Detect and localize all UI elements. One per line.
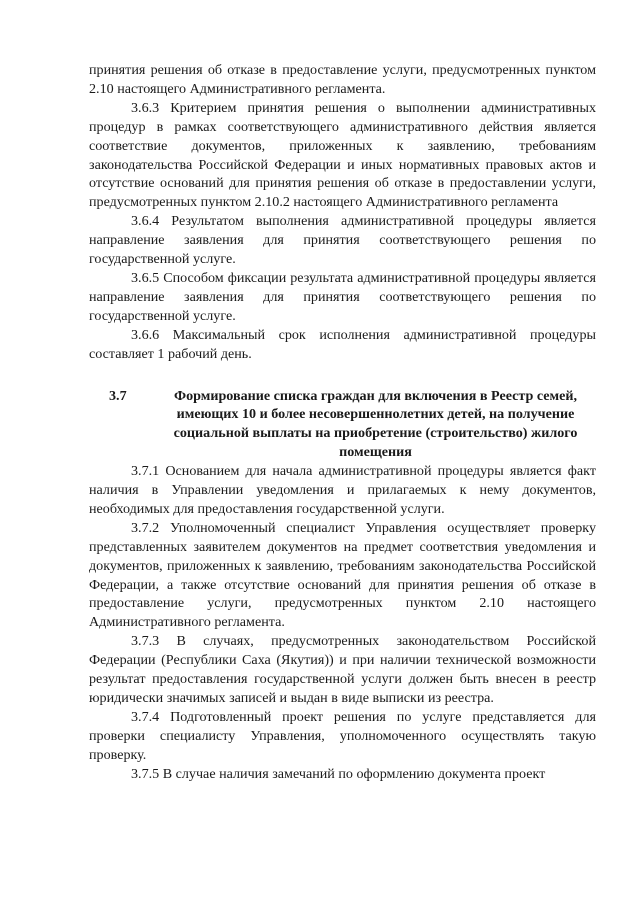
- document-page: [89, 61, 596, 784]
- paragraph-3-6-6: 3.6.6 Максимальный срок исполнения административной процедуры составляет 1 рабочий день.: [89, 326, 596, 362]
- section-number: 3.7: [109, 387, 127, 404]
- paragraph-3-6-5: 3.6.5 Способом фиксации результата административной процедуры является направление заявления для принятия соответствующего решения по государственной услуге.: [89, 269, 596, 324]
- paragraph-3-7-5: 3.7.5 В случае наличия замечаний по оформлению документа проект: [131, 765, 546, 782]
- section-heading: [89, 387, 596, 463]
- paragraph-3-6-3: 3.6.3 Критерием принятия решения о выполнении административных процедур в рамках соответствующего административного действия является соответствие документов, приложенных к заявлению, требованиям законодательства Российской Федерации и иных нормативных правовых актов и отсутствие оснований для принятия решения об отказе в предоставлении услуги, предусмотренных пунктом 2.10.2 настоящего Административного регламента: [89, 99, 596, 211]
- paragraph-3-7-2: 3.7.2 Уполномоченный специалист Управления осуществляет проверку представленных заявителем документов на предмет соответствия уведомления и документов, приложенных к заявлению, требованиям законодательства Российской Федерации, а также отсутствие оснований для принятия решения об отказе в предоставление услуги, предусмотренных пунктом 2.10 настоящего Административного регламента.: [89, 519, 596, 631]
- paragraph-continuation: принятия решения об отказе в предоставление услуги, предусмотренных пунктом 2.10 настоящего Административного регламента.: [89, 62, 596, 97]
- paragraph-3-7-3: 3.7.3 В случаях, предусмотренных законодательством Российской Федерации (Республики Саха (Якутия)) и при наличии технической возможности результат предоставления государственной услуги должен быть внесен в реестр юридически значимых записей и выдан в виде выписки из реестра.: [89, 633, 596, 706]
- paragraph-3-7-1: 3.7.1 Основанием для начала административной процедуры является факт наличия в Управлении уведомления и прилагаемых к нему документов, необходимых для предоставления государственной услуги.: [89, 463, 596, 517]
- section-title: Формирование списка граждан для включения в Реестр семей, имеющих 10 и более несовершеннолетних детей, на получение социальной выплаты на приобретение (строительство) жилого помещения: [173, 387, 578, 461]
- paragraph-3-6-4: 3.6.4 Результатом выполнения административной процедуры является направление заявления для принятия соответствующего решения по государственной услуге.: [89, 213, 596, 268]
- paragraph-3-7-4: 3.7.4 Подготовленный проект решения по услуге представляется для проверки специалисту Управления, уполномоченного осуществлять такую проверку.: [89, 708, 596, 763]
